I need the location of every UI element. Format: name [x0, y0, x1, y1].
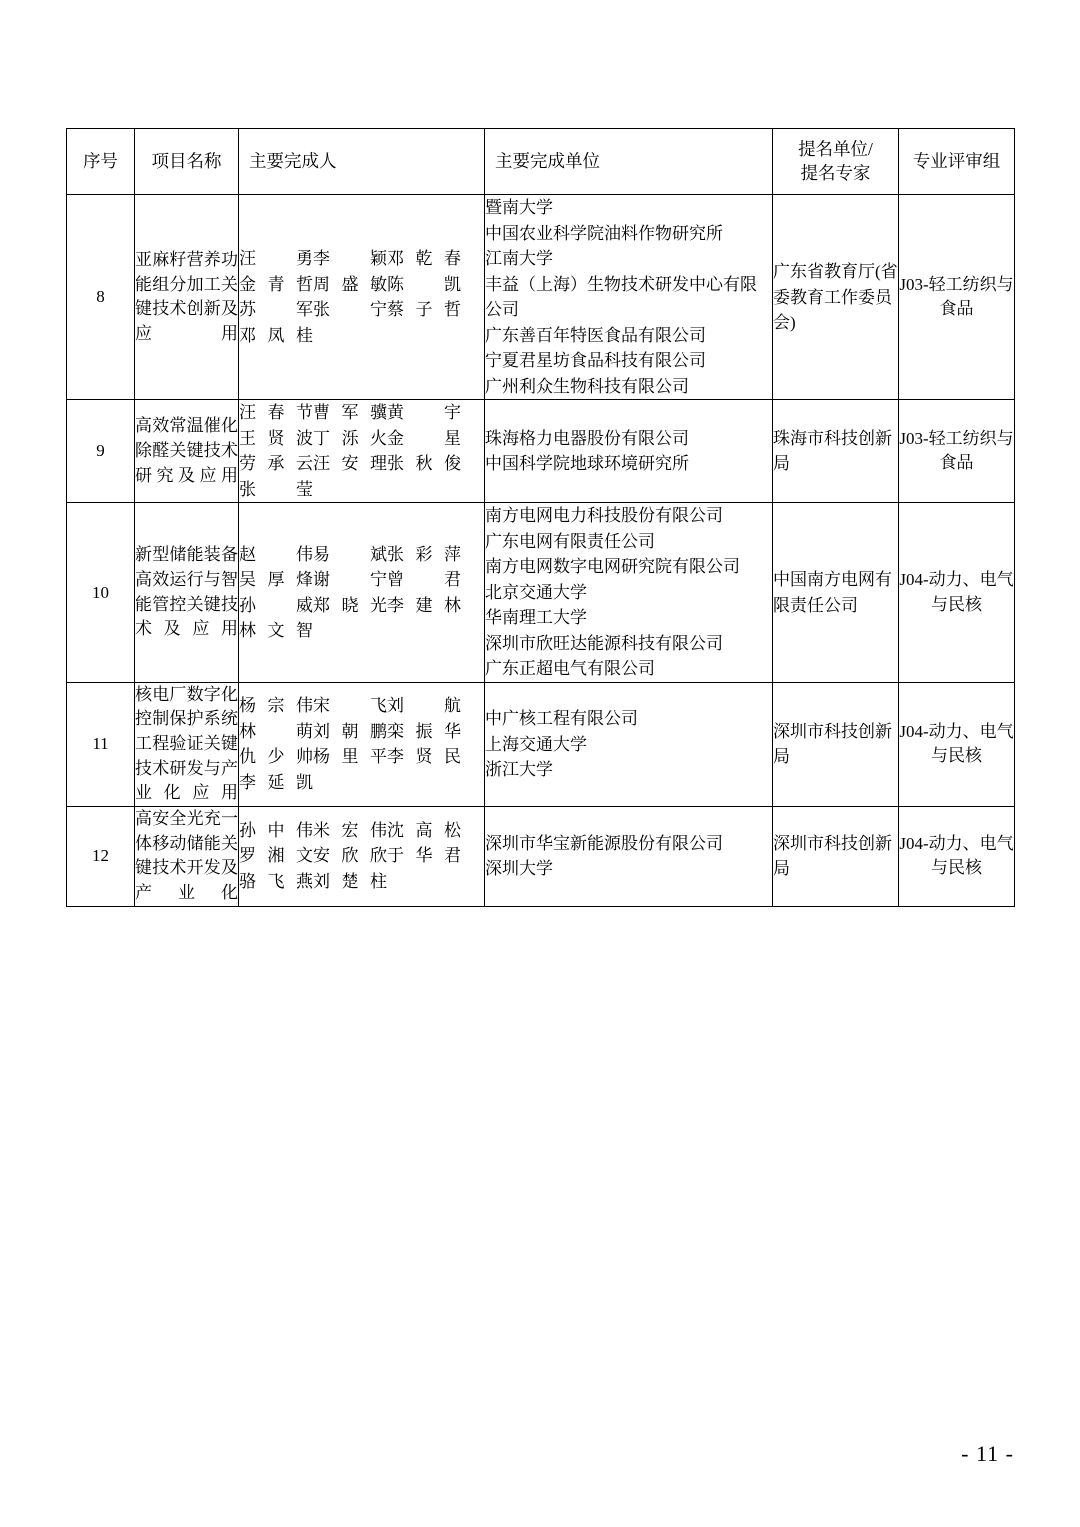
contributor-name: 易 斌	[313, 544, 387, 564]
unit-name: 广州利众生物科技有限公司	[485, 376, 689, 396]
contributor-name: 李延凯	[239, 772, 313, 792]
contributor-name: 劳承云	[239, 454, 313, 474]
contributor-name: 刘朝鹏	[313, 721, 387, 741]
row-review-group: J03-轻工纺织与食品	[899, 195, 1015, 400]
contributor-name: 刘楚柱	[313, 871, 387, 891]
unit-name: 广东善百年特医食品有限公司	[485, 325, 706, 345]
contributor-name: 刘 航	[387, 696, 461, 716]
contributor-name: 苏 军	[239, 300, 313, 320]
unit-name: 深圳市欣旺达能源科技有限公司	[485, 633, 723, 653]
unit-name: 江南大学	[485, 249, 553, 269]
unit-name: 南方电网数字电网研究院有限公司	[485, 557, 740, 577]
unit-name: 中国农业科学院油料作物研究所	[485, 223, 723, 243]
row-seq: 10	[67, 503, 135, 683]
contributor-name: 邓凤桂	[239, 325, 313, 345]
row-nominator: 深圳市科技创新局	[773, 806, 899, 906]
row-units	[485, 195, 773, 400]
table-row	[67, 400, 1015, 503]
contributor-name: 郑晓光	[313, 595, 387, 615]
contributor-name: 张 莹	[239, 479, 313, 499]
row-review-group: J04-动力、电气与民核	[899, 682, 1015, 806]
row-contributors	[239, 400, 485, 503]
contributor-name: 丁泺火	[313, 428, 387, 448]
header-review-group: 专业评审组	[899, 129, 1015, 195]
table-row	[67, 682, 1015, 806]
row-project-title: 核电厂数字化控制保护系统工程验证关键技术研发与产业化应用	[135, 682, 239, 806]
contributor-name: 张 宁	[313, 300, 387, 320]
unit-name: 华南理工大学	[485, 608, 587, 628]
row-contributors	[239, 806, 485, 906]
contributor-name: 孙 威	[239, 595, 313, 615]
contributor-name: 曹军骥	[313, 403, 387, 423]
contributor-name: 吴厚烽	[239, 570, 313, 589]
contributor-name: 林 萌	[239, 721, 313, 741]
row-seq: 8	[67, 195, 135, 400]
contributor-name: 于华君	[387, 846, 461, 866]
table-row	[67, 195, 1015, 400]
unit-name: 深圳市华宝新能源股份有限公司	[485, 833, 723, 853]
row-seq: 11	[67, 682, 135, 806]
contributor-name: 周盛敏	[313, 274, 387, 294]
header-main-contributors: 主要完成人	[239, 129, 485, 195]
unit-name: 广东正超电气有限公司	[485, 659, 655, 679]
row-project-title: 高安全光充一体移动储能关键技术开发及产业化	[135, 806, 239, 906]
row-seq: 12	[67, 806, 135, 906]
unit-name: 丰益（上海）生物技术研发中心有限公司	[485, 274, 757, 320]
unit-name: 珠海格力电器股份有限公司	[485, 428, 689, 448]
contributor-name: 邓乾春	[387, 249, 461, 269]
row-units	[485, 503, 773, 683]
table-row	[67, 806, 1015, 906]
contributor-name: 张彩萍	[387, 544, 461, 564]
row-units	[485, 682, 773, 806]
table-row	[67, 503, 1015, 683]
unit-name: 中广核工程有限公司	[485, 709, 638, 729]
row-contributors	[239, 195, 485, 400]
row-review-group: J04-动力、电气与民核	[899, 503, 1015, 683]
header-seq: 序号	[67, 129, 135, 195]
contributor-name: 李建林	[387, 595, 461, 615]
contributor-name: 谢 宁	[313, 570, 387, 589]
unit-name: 中国科学院地球环境研究所	[485, 454, 689, 474]
award-projects-table	[66, 128, 1015, 907]
unit-name: 广东电网有限责任公司	[485, 531, 655, 551]
contributor-name: 黄 宇	[387, 403, 461, 423]
unit-name: 南方电网电力科技股份有限公司	[485, 506, 723, 526]
row-nominator: 广东省教育厅(省委教育工作委员会)	[773, 195, 899, 400]
contributor-name: 杨里平	[313, 747, 387, 767]
row-nominator: 中国南方电网有限责任公司	[773, 503, 899, 683]
contributor-name: 赵 伟	[239, 544, 313, 564]
contributor-name: 仇少帅	[239, 747, 313, 767]
row-contributors	[239, 503, 485, 683]
unit-name: 浙江大学	[485, 760, 553, 780]
contributor-name: 沈高松	[387, 820, 461, 840]
contributor-name: 王贤波	[239, 428, 313, 448]
unit-name: 上海交通大学	[485, 734, 587, 754]
unit-name: 暨南大学	[485, 198, 553, 218]
row-nominator: 珠海市科技创新局	[773, 400, 899, 503]
contributor-name: 李 颖	[313, 249, 387, 269]
row-project-title: 高效常温催化除醛关键技术研究及应用	[135, 400, 239, 503]
contributor-name: 李贤民	[387, 747, 461, 767]
contributor-name: 林文智	[239, 621, 313, 640]
contributor-name: 蔡子哲	[387, 300, 461, 320]
contributor-name: 罗湘文	[239, 846, 313, 866]
contributor-name: 汪春节	[239, 403, 313, 423]
page-number: - 11 -	[961, 1441, 1014, 1466]
header-project-title: 项目名称	[135, 129, 239, 195]
contributor-name: 张秋俊	[387, 454, 461, 474]
contributor-name: 宋 飞	[313, 696, 387, 716]
contributor-name: 杨宗伟	[239, 696, 313, 716]
header-nominating-unit-line1: 提名单位/	[798, 139, 873, 159]
row-review-group: J04-动力、电气与民核	[899, 806, 1015, 906]
unit-name: 北京交通大学	[485, 582, 587, 602]
row-project-title: 新型储能装备高效运行与智能管控关键技术及应用	[135, 503, 239, 683]
contributor-name: 栾振华	[387, 721, 461, 741]
unit-name: 宁夏君星坊食品科技有限公司	[485, 351, 706, 371]
header-nominating-unit-line2: 提名专家	[800, 162, 871, 183]
contributor-name: 陈 凯	[387, 274, 461, 294]
row-seq: 9	[67, 400, 135, 503]
contributor-name: 曾 君	[387, 570, 461, 589]
row-project-title: 亚麻籽营养功能组分加工关键技术创新及应用	[135, 195, 239, 400]
header-main-units: 主要完成单位	[485, 129, 773, 195]
header-nominating-unit	[773, 129, 899, 195]
contributor-name: 米宏伟	[313, 820, 387, 840]
row-contributors	[239, 682, 485, 806]
contributor-name: 金青哲	[239, 274, 313, 294]
contributor-name: 汪安理	[313, 454, 387, 474]
row-units	[485, 806, 773, 906]
contributor-name: 安欣欣	[313, 846, 387, 866]
contributor-name: 孙中伟	[239, 820, 313, 840]
contributor-name: 骆飞燕	[239, 871, 313, 891]
table-header-row	[67, 129, 1015, 195]
row-review-group: J03-轻工纺织与食品	[899, 400, 1015, 503]
unit-name: 深圳大学	[485, 859, 553, 879]
row-nominator: 深圳市科技创新局	[773, 682, 899, 806]
contributor-name: 金 星	[387, 428, 461, 448]
contributor-name: 汪 勇	[239, 249, 313, 269]
row-units	[485, 400, 773, 503]
